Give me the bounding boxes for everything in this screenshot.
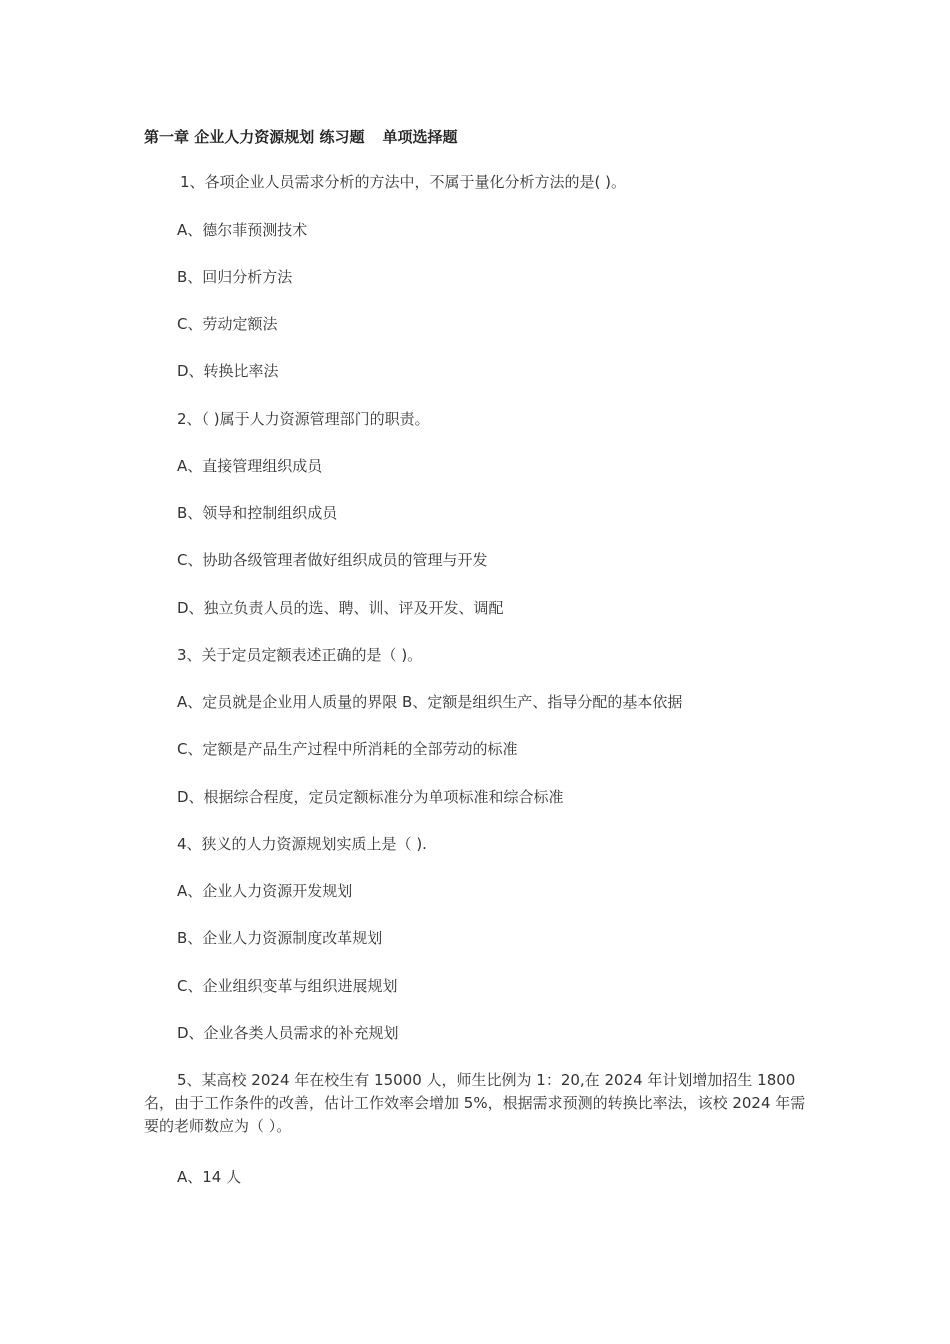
question-2-option-d: D、独立负责人员的选、聘、训、评及开发、调配 <box>177 599 504 617</box>
question-2-stem: 2、（ )属于人力资源管理部门的职责。 <box>177 410 430 428</box>
question-4-option-a: A、企业人力资源开发规划 <box>177 882 353 900</box>
question-2-option-a: A、直接管理组织成员 <box>177 457 323 475</box>
question-3-stem: 3、关于定员定额表述正确的是（ )。 <box>177 646 423 664</box>
question-1-option-d: D、转换比率法 <box>177 362 279 380</box>
title-chapter: 第一章 企业人力资源规划 练习题 <box>144 128 365 146</box>
question-5-option-a: A、14 人 <box>177 1168 242 1186</box>
question-3-option-c: C、定额是产品生产过程中所消耗的全部劳动的标准 <box>177 740 518 758</box>
question-3-option-d: D、根据综合程度，定员定额标准分为单项标准和综合标准 <box>177 788 564 806</box>
question-4-option-b: B、企业人力资源制度改革规划 <box>177 929 383 947</box>
question-4-stem: 4、狭义的人力资源规划实质上是（ ). <box>177 835 427 853</box>
question-2-option-b: B、领导和控制组织成员 <box>177 504 338 522</box>
question-2-option-c: C、协助各级管理者做好组织成员的管理与开发 <box>177 551 488 569</box>
question-3-option-ab: A、定员就是企业用人质量的界限 B、定额是组织生产、指导分配的基本依据 <box>177 693 683 711</box>
question-5-stem: 5、某高校 2024 年在校生有 15000 人，师生比例为 1：20,在 2024 年计划增加招生 1800 名，由于工作条件的改善，估计工作效率会增加 5%，根据需求预测的转换比率法，该校 2024 年需要的老师数应为（ ）。 <box>144 1071 806 1135</box>
question-4-option-c: C、企业组织变革与组织进展规划 <box>177 977 398 995</box>
question-4-option-d: D、企业各类人员需求的补充规划 <box>177 1024 399 1042</box>
title-section: 单项选择题 <box>382 128 458 146</box>
question-1-stem: 1、各项企业人员需求分析的方法中，不属于量化分析方法的是( )。 <box>180 173 627 191</box>
question-1-option-a: A、德尔菲预测技术 <box>177 221 308 239</box>
page-title <box>144 126 457 147</box>
question-1-option-b: B、回归分析方法 <box>177 268 293 286</box>
question-1-option-c: C、劳动定额法 <box>177 315 278 333</box>
